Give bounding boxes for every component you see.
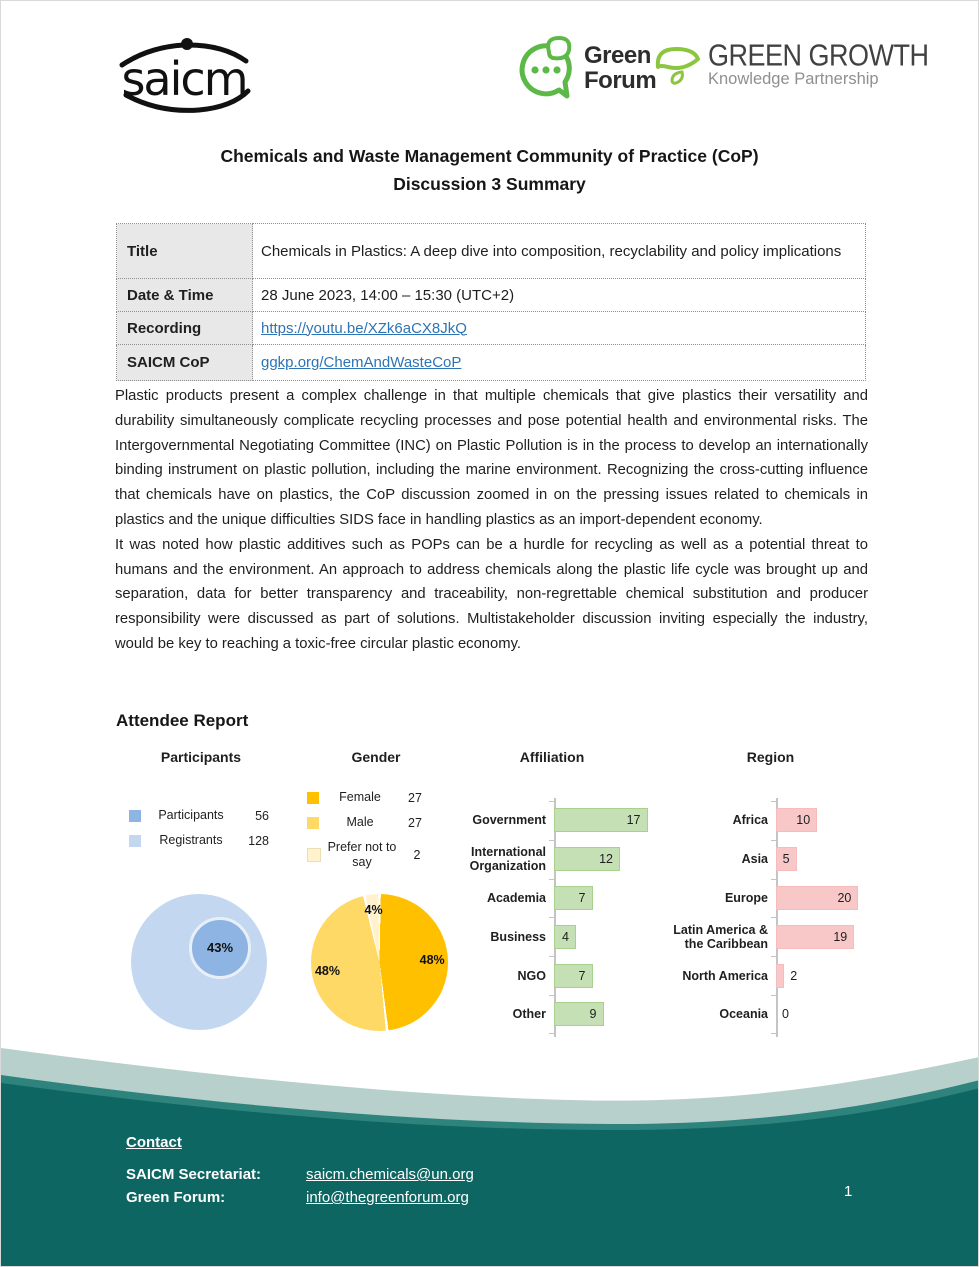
saicm-orbit-icon	[104, 31, 264, 113]
axis-tick	[771, 917, 776, 918]
bar-row	[443, 879, 661, 918]
bar-value: 12	[599, 852, 613, 867]
bar	[554, 886, 593, 910]
row-value: Chemicals in Plastics: A deep dive into composition, recyclability and policy implications	[253, 224, 866, 279]
page-number: 1	[844, 1183, 853, 1200]
bar-track	[554, 808, 661, 832]
affiliation-bars	[443, 801, 661, 1034]
legend-item	[129, 808, 291, 823]
bar-row	[653, 840, 888, 879]
axis-tick	[771, 1033, 776, 1034]
bar	[776, 925, 854, 949]
legend-item	[307, 815, 449, 830]
bar-track	[554, 886, 661, 910]
legend-label: Participants	[158, 808, 224, 822]
contact-label: Green Forum:	[126, 1189, 226, 1206]
page-title-line2: Discussion 3 Summary	[393, 174, 586, 194]
region-chart	[653, 746, 888, 1038]
bar	[554, 1002, 604, 1026]
row-label: Title	[117, 224, 253, 279]
bar-track	[776, 808, 888, 832]
row-label: SAICM CoP	[117, 345, 253, 381]
gender-pie	[311, 894, 448, 1031]
bar-category-label: North America	[682, 968, 768, 983]
axis-tick	[771, 879, 776, 880]
axis-tick	[771, 840, 776, 841]
green-growth-logo	[654, 38, 929, 93]
bar-track	[554, 964, 661, 988]
bar-track	[776, 847, 888, 871]
axis-tick	[549, 1033, 554, 1034]
table-row	[117, 279, 866, 312]
legend-label: Female	[339, 790, 381, 804]
bar-value: 0	[782, 1007, 789, 1022]
bar-track	[554, 1002, 661, 1026]
bar-value: 2	[790, 968, 798, 983]
legend-value: 128	[248, 833, 269, 848]
chart-title: Affiliation	[519, 749, 585, 765]
green-growth-text-line1: GREEN GROWTH	[708, 38, 929, 73]
chart-title: Region	[746, 749, 795, 765]
bar	[776, 886, 858, 910]
bar-category-label: Latin America & the Caribbean	[673, 922, 768, 951]
axis-tick	[549, 956, 554, 957]
legend-label: Male	[346, 815, 374, 829]
bar-category-label: Other	[512, 1007, 546, 1022]
bar-track	[554, 847, 661, 871]
row-label: Date & Time	[117, 279, 253, 312]
summary-text	[115, 384, 868, 657]
legend-swatch	[129, 810, 141, 822]
table-row	[117, 312, 866, 345]
bar-category-label: Academia	[486, 890, 546, 905]
contact-heading: Contact	[126, 1134, 182, 1151]
axis-tick	[771, 956, 776, 957]
bar	[554, 964, 593, 988]
saicm-logo	[104, 31, 264, 113]
attendee-charts	[1, 746, 979, 1038]
legend-item	[129, 833, 291, 848]
table-row	[117, 224, 866, 279]
contact-row	[126, 1163, 474, 1186]
gender-chart	[303, 746, 449, 1038]
bar-row	[653, 801, 888, 840]
bar	[554, 925, 576, 949]
green-forum-text-line2: Forum	[584, 67, 657, 94]
bar-row	[653, 917, 888, 956]
bar-category-label: Europe	[724, 890, 768, 905]
pie-slice-label: 4%	[364, 903, 383, 918]
bar-value: 10	[796, 813, 811, 828]
svg-text:saicm: saicm	[121, 52, 247, 106]
meeting-info-table	[116, 223, 866, 381]
legend-value: 27	[408, 815, 422, 830]
bar-value: 4	[562, 929, 569, 944]
pie-slice-label: 48%	[314, 964, 341, 979]
bar-value: 9	[589, 1007, 597, 1022]
bar-value: 7	[578, 890, 586, 905]
bar-category-label: Business	[490, 929, 546, 944]
gender-legend	[307, 790, 449, 880]
bar-value: 19	[833, 929, 848, 944]
bar-row	[443, 917, 661, 956]
page-title-line1: Chemicals and Waste Management Community of Practice (CoP)	[220, 146, 759, 166]
legend-swatch	[129, 835, 141, 847]
axis-tick	[549, 879, 554, 880]
bar-track	[776, 925, 888, 949]
contact-row	[126, 1186, 474, 1209]
bar-track	[776, 964, 888, 988]
green-forum-bubble-icon	[515, 36, 577, 100]
summary-paragraph-1: Plastic products present a complex challenge in that multiple chemicals that give plastics their versatility and durability simultaneously complicate recycling processes and pose potential health and environmental risks. The Intergovernmental Negotiating Committee (INC) on Plastic Pollution is in the process to develop an internationally binding instrument on plastic pollution, including the marine environment. Recognizing the cross-cutting influence that chemicals have on plastics, the CoP discussion zoomed in on the pressing issues related to chemicals in plastics and the unique difficulties SIDS face in handling plastics as an import-dependent economy.	[115, 388, 868, 528]
participants-legend	[129, 808, 291, 858]
bar-category-label: Oceania	[719, 1007, 768, 1022]
bar-category-label: Government	[472, 813, 546, 828]
row-value: 28 June 2023, 14:00 – 15:30 (UTC+2)	[253, 279, 866, 312]
legend-value: 56	[255, 808, 269, 823]
row-label: Recording	[117, 312, 253, 345]
affiliation-chart	[443, 746, 661, 1038]
bar-track	[554, 925, 661, 949]
page-title	[1, 142, 978, 198]
bar-value: 7	[578, 968, 586, 983]
bar-category-label: NGO	[517, 968, 546, 983]
participants-circle: 43%	[189, 917, 251, 979]
bar-row	[443, 956, 661, 995]
axis-tick	[549, 801, 554, 802]
saicm-email-link[interactable]: saicm.chemicals@un.org	[306, 1166, 474, 1183]
legend-swatch	[307, 792, 319, 804]
legend-value: 27	[408, 790, 422, 805]
legend-swatch	[307, 817, 319, 829]
legend-label: Registrants	[159, 833, 223, 847]
bar-row	[653, 956, 888, 995]
bar	[776, 847, 797, 871]
green-forum-email-link[interactable]: info@thegreenforum.org	[306, 1189, 469, 1206]
region-bars	[653, 801, 888, 1034]
bar-row	[653, 879, 888, 918]
legend-item	[307, 790, 449, 805]
legend-value: 2	[413, 848, 421, 862]
chart-title: Gender	[351, 749, 401, 765]
chart-title: Participants	[160, 749, 242, 765]
bar	[776, 808, 817, 832]
axis-tick	[771, 995, 776, 996]
legend-label: Prefer not to say	[327, 840, 397, 869]
legend-swatch	[307, 848, 321, 862]
legend-item	[307, 840, 449, 870]
saicm-cop-link[interactable]: ggkp.org/ChemAndWasteCoP	[261, 354, 462, 371]
bar-row	[443, 995, 661, 1034]
bar-row	[653, 995, 888, 1034]
bar	[776, 964, 784, 988]
pie-slice-label: 48%	[419, 952, 445, 967]
green-forum-logo	[515, 36, 656, 100]
bar-track	[776, 1002, 888, 1026]
bar-row	[443, 801, 661, 840]
axis-tick	[771, 801, 776, 802]
bar-value: 17	[626, 813, 641, 828]
bar-value: 20	[837, 890, 852, 905]
table-row	[117, 345, 866, 381]
green-growth-text-line2: Knowledge Partnership	[708, 70, 879, 88]
axis-tick	[549, 840, 554, 841]
bar-category-label: International Organization	[469, 845, 546, 874]
green-forum-text-line1: Green	[584, 42, 651, 69]
green-growth-leaf-icon	[654, 41, 702, 93]
footer-contact	[126, 1134, 474, 1209]
bar-value: 5	[782, 852, 790, 867]
bar-track	[776, 886, 888, 910]
participants-chart	[111, 746, 291, 1038]
recording-link[interactable]: https://youtu.be/XZk6aCX8JkQ	[261, 319, 467, 337]
contact-label: SAICM Secretariat:	[126, 1166, 262, 1183]
bar	[554, 808, 648, 832]
summary-paragraph-2: It was noted how plastic additives such as POPs can be a hurdle for recycling as well as a potential threat to humans and the environment. An approach to address chemicals along the plastic life cycle was brought up and separation, data for better transparency and traceability, non-regrettable chemical substitution and producer responsibility were discussed as part of solutions. Multistakeholder discussion inviting especially the industry, would be key to reaching a toxic-free circular plastic economy.	[115, 536, 868, 652]
bar	[554, 847, 620, 871]
bar-row	[443, 840, 661, 879]
axis-tick	[549, 995, 554, 996]
attendee-report-heading: Attendee Report	[116, 711, 249, 730]
bar-category-label: Africa	[732, 813, 768, 828]
axis-tick	[549, 917, 554, 918]
bar-category-label: Asia	[741, 852, 768, 867]
